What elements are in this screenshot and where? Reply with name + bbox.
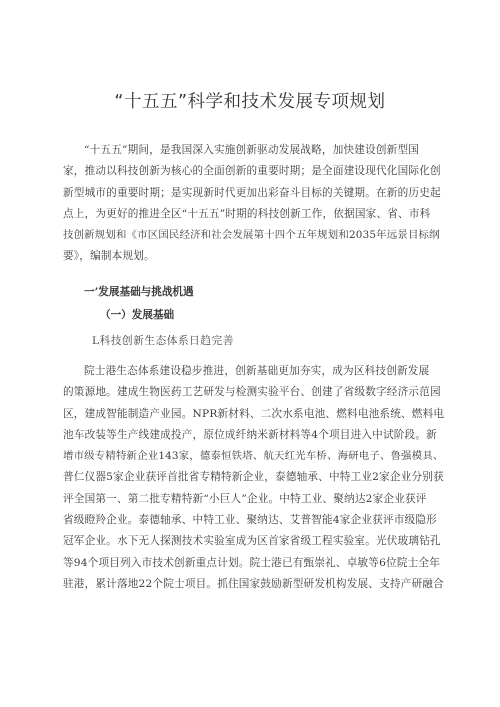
paragraph-line: “十五五”期间，是我国深入实施创新驱动发展战略，加快建设创新型国 [84,144,420,156]
paragraph-line: 评全国第一、第二批专精特新“小巨人”企业。中特工业、聚纳达2家企业获评 [63,492,427,505]
paragraph-line: 池车改装等生产线建成投产，原位成纤纳米新材料等4个项目进入中试阶段。新 [63,428,437,441]
paragraph-line: 省级瞪羚企业。泰德轴承、中特工业、聚纳达、艾普智能4家企业获评市级隐形 [63,514,437,527]
paragraph-line: 家，推动以科技创新为核心的全面创新的重要时期；是全面建设现代化国际化创 [63,165,441,178]
paragraph-line: 技创新规划和《市区国民经济和社会发展第十四个五年规划和2035年远景目标纲 [63,229,440,242]
paragraph-line: 驻港，累计落地22个院士项目。抓住国家鼓励新型研发机构发展、支持产研融合 [63,577,444,590]
paragraph-line: 冠军企业。水下无人探测技术实验室成为区首家省级工程实验室。光伏玻璃钻孔 [63,535,441,548]
subsubsection-heading: L科技创新生态体系日趋完善 [92,335,234,347]
subsection-heading: （一）发展基础 [100,309,175,321]
body-paragraph [63,361,444,595]
paragraph-line: 等94个项目列入市技术创新重点计划。院士港已有甄崇礼、卓敏等6位院士全年 [63,556,441,569]
intro-paragraph [63,140,444,268]
paragraph-line: 的策源地。建成生物医药工艺研发与检测实验平台、创建了省级数字经济示范园 [63,386,441,399]
section-heading: 一’发展基础与挑战机遇 [84,286,194,298]
paragraph-line: 普仁仪器5家企业获评首批省专精特新企业，泰德轴承、中特工业2家企业分别获 [63,471,444,484]
paragraph-line: 区，建成智能制造产业园。NPR新材料、二次水系电池、燃料电池系统、燃料电 [63,407,444,420]
document-title: “十五五”科学和技术发展专项规划 [114,92,386,112]
paragraph-line: 院士港生态体系建设稳步推进，创新基础更加夯实，成为区科技创新发展 [84,365,430,377]
paragraph-line: 要》，编制本规划。 [63,250,155,263]
paragraph-line: 点上，为更好的推进全区“十五五”时期的科技创新工作，依据国家、省、市科 [63,207,431,220]
paragraph-line: 新型城市的重要时期；是实现新时代更加出彩奋斗目标的关键期。在新的历史起 [63,186,441,199]
paragraph-line: 增市级专精特新企业143家，德泰恒铁塔、航天红光车桥、海研电子、鲁强模具、 [63,450,444,463]
